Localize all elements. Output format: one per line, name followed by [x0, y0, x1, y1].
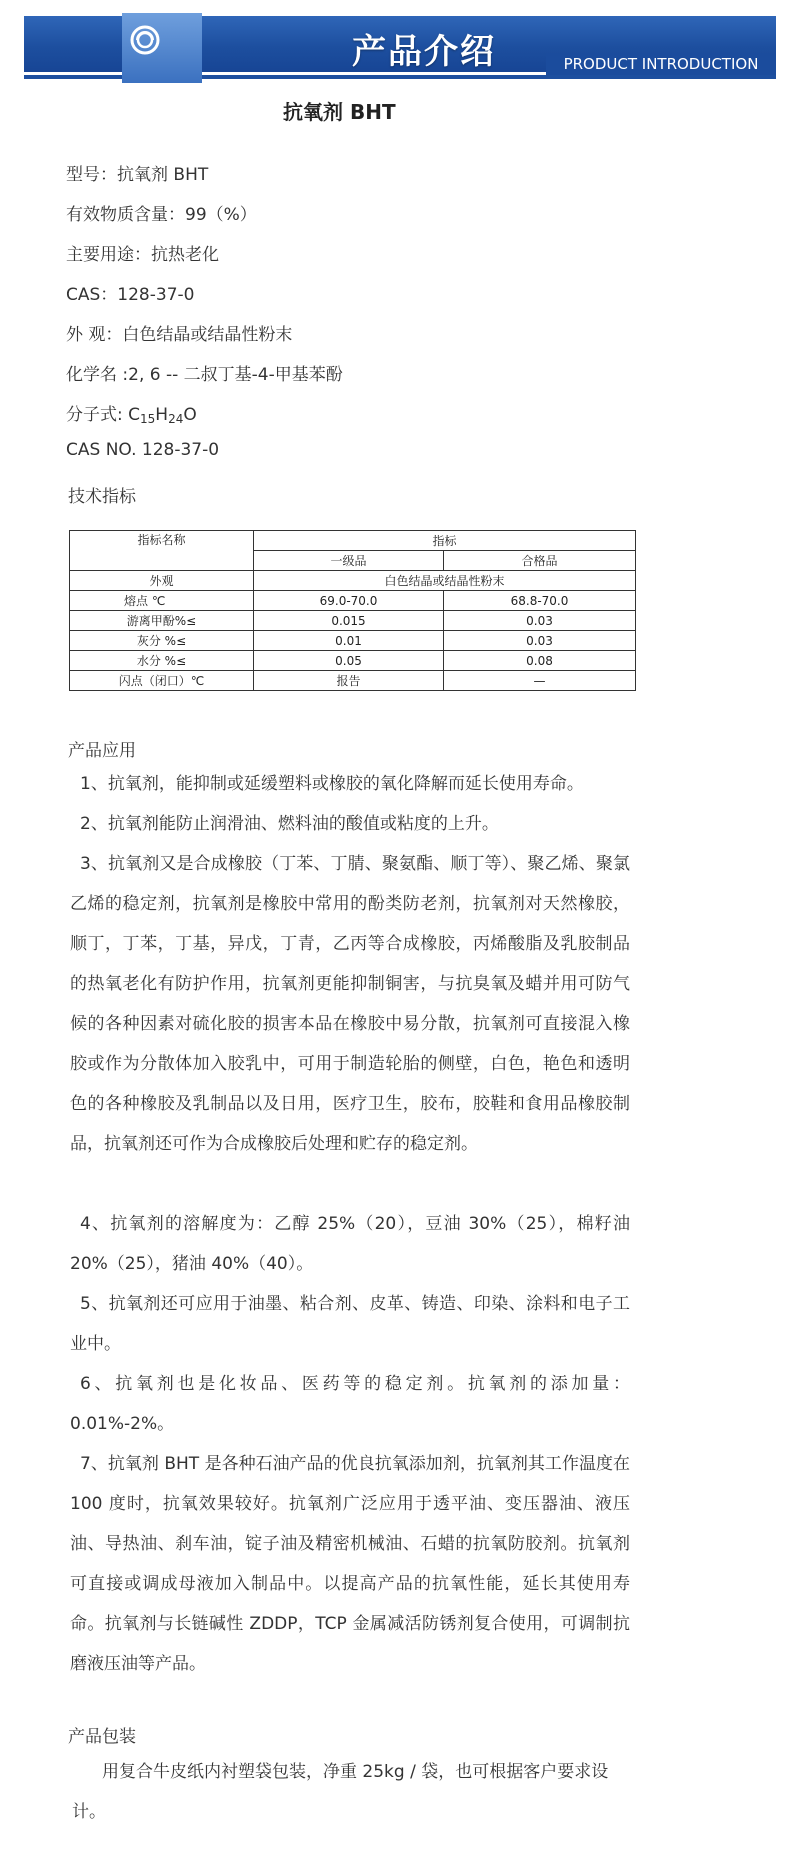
- application-item-1: [70, 764, 630, 804]
- application-item-text: 4、抗氧剂的溶解度为：乙醇 25%（20），豆油 30%（25），棉籽油 20%（25），猪油 40%（40）。: [70, 1214, 630, 1274]
- row-grade1: 0.05: [254, 651, 444, 671]
- spec-model: 型号：抗氧剂 BHT: [66, 165, 209, 185]
- table-row: [70, 671, 636, 691]
- application-item-4: [70, 1204, 630, 1284]
- application-item-text: 7、抗氧剂 BHT 是各种石油产品的优良抗氧添加剂，抗氧剂其工作温度在 100 度时，抗氧效果较好。抗氧剂广泛应用于透平油、变压器油、液压油、导热油、刹车油，锭子油及精密机械油、石蜡的抗氧防胶剂。抗氧剂可直接或调成母液加入制品中。以提高产品的抗氧性能，延长其使用寿命。抗氧剂与长链碱性 ZDDP，TCP 金属减活防锈剂复合使用，可调制抗磨液压油等产品。: [70, 1454, 630, 1674]
- tech-heading: 技术指标: [68, 487, 136, 507]
- row-name: 游离甲酚%≤: [70, 611, 254, 631]
- row-name: 水分 %≤: [70, 651, 254, 671]
- banner: [24, 13, 776, 79]
- row-name: 熔点 ℃: [70, 591, 254, 611]
- header-name: 指标名称: [70, 531, 254, 571]
- packaging-heading: 产品包装: [68, 1727, 136, 1747]
- row-grade1: 69.0-70.0: [254, 591, 444, 611]
- formula-h-count: 24: [168, 412, 184, 426]
- banner-title-cn: 产品介绍: [352, 32, 496, 72]
- application-item-text: 1、抗氧剂，能抑制或延缓塑料或橡胶的氧化降解而延长使用寿命。: [80, 774, 584, 794]
- application-item-text: 6、抗氧剂也是化妆品、医药等的稳定剂。抗氧剂的添加量：0.01%-2%。: [70, 1374, 630, 1434]
- packaging-text-content: 用复合牛皮纸内衬塑袋包装，净重 25kg / 袋，也可根据客户要求设计。: [72, 1762, 609, 1822]
- row-grade2: 0.08: [444, 651, 636, 671]
- application-item-text: 3、抗氧剂又是合成橡胶（丁苯、丁腈、聚氨酯、顺丁等）、聚乙烯、聚氯乙烯的稳定剂，抗氧剂是橡胶中常用的酚类防老剂，抗氧剂对天然橡胶，顺丁，丁苯，丁基，异戊，丁青，乙丙等合成橡胶，丙烯酸脂及乳胶制品的热氧老化有防护作用，抗氧剂更能抑制铜害，与抗臭氧及蜡并用可防气候的各种因素对硫化胶的损害本品在橡胶中易分散，抗氧剂可直接混入橡胶或作为分散体加入胶乳中，可用于制造轮胎的侧壁，白色，艳色和透明色的各种橡胶及乳制品以及日用，医疗卫生，胶布，胶鞋和食用品橡胶制品，抗氧剂还可作为合成橡胶后处理和贮存的稳定剂。: [70, 854, 630, 1154]
- table-row: [70, 591, 636, 611]
- application-item-text: 2、抗氧剂能防止润滑油、燃料油的酸值或粘度的上升。: [80, 814, 499, 834]
- header-grade2: 合格品: [444, 551, 636, 571]
- row-name: 闪点（闭口）℃: [70, 671, 254, 691]
- row-merged-value: 白色结晶或结晶性粉末: [254, 571, 636, 591]
- row-grade2: —: [444, 671, 636, 691]
- row-grade2: 68.8-70.0: [444, 591, 636, 611]
- formula-h: H: [155, 405, 169, 425]
- spec-usage: 主要用途：抗热老化: [66, 245, 219, 265]
- spec-cas-no: CAS NO. 128-37-0: [66, 440, 220, 460]
- formula-c: C: [128, 405, 141, 425]
- formula-label: 分子式:: [66, 405, 123, 425]
- row-grade2: 0.03: [444, 611, 636, 631]
- application-item-3: [70, 844, 630, 1164]
- table-row: [70, 571, 636, 591]
- application-item-5: [70, 1284, 630, 1364]
- spec-content: 有效物质含量：99（%）: [66, 205, 257, 225]
- banner-title-en: PRODUCT INTRODUCTION: [546, 53, 776, 75]
- row-name: 外观: [70, 571, 254, 591]
- application-item-2: [70, 804, 630, 844]
- spec-formula: [66, 400, 197, 426]
- application-item-7: [70, 1444, 630, 1684]
- header-grade1: 一级品: [254, 551, 444, 571]
- spec-cas: CAS：128-37-0: [66, 285, 195, 305]
- packaging-text: [72, 1752, 632, 1832]
- product-title: 抗氧剂 BHT: [283, 100, 396, 124]
- table-row: [70, 531, 636, 551]
- spec-chem-name: 化学名 :2, 6 -- 二叔丁基-4-甲基苯酚: [66, 365, 343, 385]
- row-grade1: 0.015: [254, 611, 444, 631]
- row-grade1: 报告: [254, 671, 444, 691]
- row-grade2: 0.03: [444, 631, 636, 651]
- table-row: [70, 611, 636, 631]
- row-grade1: 0.01: [254, 631, 444, 651]
- table-row: [70, 651, 636, 671]
- application-heading: 产品应用: [68, 741, 136, 761]
- formula-c-count: 15: [140, 412, 156, 426]
- application-item-6: [70, 1364, 630, 1444]
- table-row: [70, 631, 636, 651]
- row-name: 灰分 %≤: [70, 631, 254, 651]
- spec-table: [69, 530, 636, 691]
- application-item-text: 5、抗氧剂还可应用于油墨、粘合剂、皮革、铸造、印染、涂料和电子工业中。: [70, 1294, 630, 1354]
- ring-emblem-icon: [128, 23, 162, 57]
- header-index: 指标: [254, 531, 636, 551]
- formula-o: O: [183, 405, 197, 425]
- spec-appearance: 外 观：白色结晶或结晶性粉末: [66, 325, 293, 345]
